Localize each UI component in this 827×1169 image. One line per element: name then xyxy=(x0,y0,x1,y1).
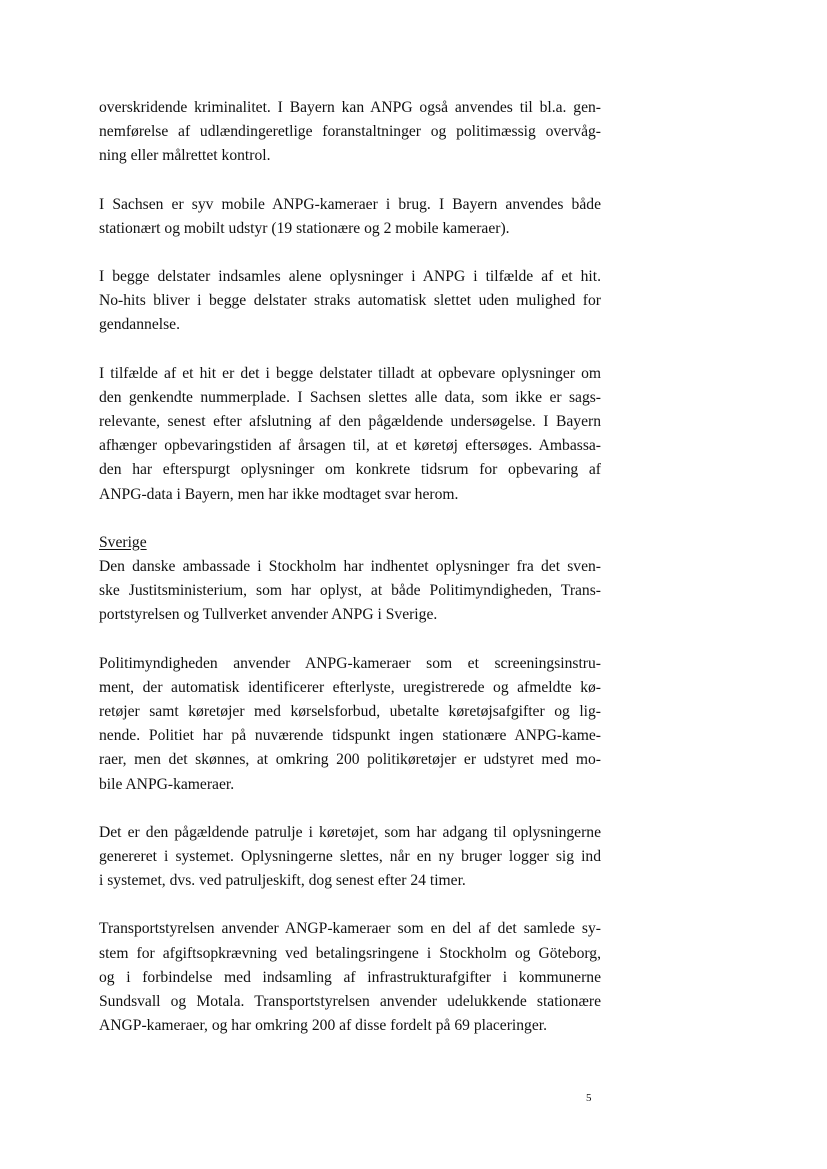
text-line: og i forbindelse med indsamling af infrastrukturafgifter i kommunerne xyxy=(99,968,601,986)
text-line: ment, der automatisk identificerer efterlyste, uregistrerede og afmeldte kø- xyxy=(99,678,601,696)
paragraph-transportstyrelsen xyxy=(99,917,601,1038)
text-line: i systemet, dvs. ved patruljeskift, dog senest efter 24 timer. xyxy=(99,872,466,890)
text-line: portstyrelsen og Tullverket anvender ANPG i Sverige. xyxy=(99,606,438,624)
text-line: ANPG-data i Bayern, men har ikke modtaget svar herom. xyxy=(99,485,459,503)
text-line: nende. Politiet har på nuværende tidspunkt ingen stationære ANPG-kame- xyxy=(99,727,601,745)
text-line: stationært og mobilt udstyr (19 stationære og 2 mobile kameraer). xyxy=(99,219,510,237)
text-line: stem for afgiftsopkrævning ved betalingsringene i Stockholm og Göteborg, xyxy=(99,944,601,962)
text-line: ske Justitsministerium, som har oplyst, at både Politimyndigheden, Trans- xyxy=(99,582,601,600)
text-line: ning eller målrettet kontrol. xyxy=(99,147,271,165)
text-line: nemførelse af udlændingeretlige foranstaltninger og politimæssig overvåg- xyxy=(99,123,601,141)
text-line: gendannelse. xyxy=(99,316,180,334)
paragraph-sweden-intro xyxy=(99,531,601,628)
text-line: I tilfælde af et hit er det i begge delstater tilladt at opbevare oplysninger om xyxy=(99,364,601,382)
paragraph-patrol-access xyxy=(99,821,601,894)
paragraph-camera-counts xyxy=(99,193,601,241)
paragraph-data-retention xyxy=(99,362,601,507)
text-line: Den danske ambassade i Stockholm har indhentet oplysninger fra det sven- xyxy=(99,558,601,576)
document-body xyxy=(99,96,601,1063)
paragraph-bayern-anpg-usage xyxy=(99,96,601,169)
text-line: relevante, senest efter afslutning af den pågældende undersøgelse. I Bayern xyxy=(99,413,601,431)
text-line: bile ANPG-kameraer. xyxy=(99,775,235,793)
paragraph-hit-collection xyxy=(99,265,601,338)
text-line: No-hits bliver i begge delstater straks automatisk slettet uden mulighed for xyxy=(99,292,601,310)
text-line: raer, men det skønnes, at omkring 200 politikøretøjer er udstyret med mo- xyxy=(99,751,601,769)
text-line: den genkendte nummerplade. I Sachsen slettes alle data, som ikke er sags- xyxy=(99,388,601,406)
text-line: genereret i systemet. Oplysningerne slettes, når en ny bruger logger sig ind xyxy=(99,848,601,866)
text-line: I Sachsen er syv mobile ANPG-kameraer i brug. I Bayern anvendes både xyxy=(99,195,601,213)
text-line: overskridende kriminalitet. I Bayern kan ANPG også anvendes til bl.a. gen- xyxy=(99,99,601,116)
text-line: afhænger opbevaringstiden af årsagen til, at et køretøj eftersøges. Ambassa- xyxy=(99,437,601,455)
section-heading-sverige: Sverige xyxy=(99,533,147,551)
text-line: retøjer samt køretøjer med kørselsforbud, ubetalte køretøjsafgifter og lig- xyxy=(99,703,601,721)
text-line: Det er den pågældende patrulje i køretøjet, som har adgang til oplysningerne xyxy=(99,823,601,841)
text-line: ANGP-kameraer, og har omkring 200 af disse fordelt på 69 placeringer. xyxy=(99,1017,547,1035)
text-line: Sundsvall og Motala. Transportstyrelsen anvender udelukkende stationære xyxy=(99,993,601,1011)
paragraph-police-screening xyxy=(99,652,601,797)
text-line: Transportstyrelsen anvender ANGP-kameraer som en del af det samlede sy- xyxy=(99,920,601,938)
text-line: Politimyndigheden anvender ANPG-kameraer som et screeningsinstru- xyxy=(99,654,601,672)
text-line: den har efterspurgt oplysninger om konkrete tidsrum for opbevaring af xyxy=(99,461,601,479)
text-line: I begge delstater indsamles alene oplysninger i ANPG i tilfælde af et hit. xyxy=(99,268,601,286)
page-number: 5 xyxy=(586,1092,592,1104)
